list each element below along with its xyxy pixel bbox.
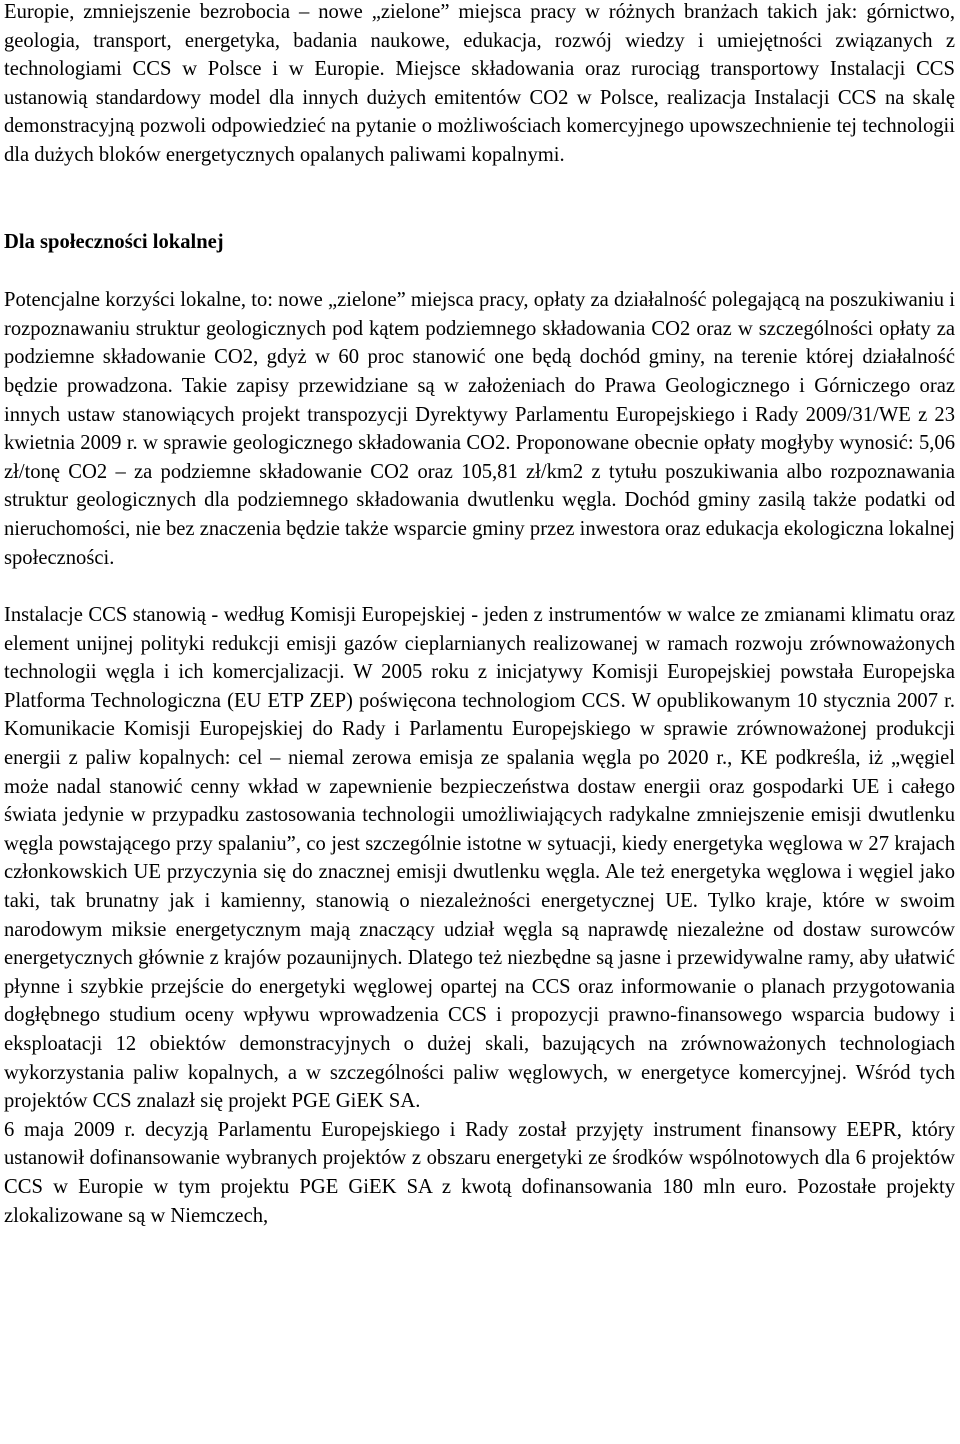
paragraph-intro: Europie, zmniejszenie bezrobocia – nowe „zielone” miejsca pracy w różnych branżach takich jak: górnictwo, geologia, transport, energetyka, badania naukowe, edukacja, rozwój wiedzy i umiejętności związanych z technologiami CCS w Polsce i w Europie. Miejsce składowania oraz rurociąg transportowy Instalacji CCS ustanowią standardowy model dla innych dużych emitentów CO2 w Polsce, realizacja Instalacji CCS na skalę demonstracyjną pozwoli odpowiedzieć na pytanie o możliwościach komercyjnego upowszechnienie tej technologii dla dużych bloków energetycznych opalanych paliwami kopalnymi. [4, 1, 955, 166]
section-heading: Dla społeczności lokalnej [4, 230, 224, 253]
paragraph-eepr-funding: 6 maja 2009 r. decyzją Parlamentu Europejskiego i Rady został przyjęty instrument finansowy EEPR, który ustanowił dofinansowanie wybranych projektów z obszaru energetyki ze środków wspólnotowych dla 6 projektów CCS w Europie w tym projektu PGE GiEK SA z kwotą dofinansowania 180 mln euro. Pozostałe projekty zlokalizowane są w Niemczech, [4, 1118, 955, 1227]
document-page [4, 0, 955, 1230]
paragraph-ccs-eu-policy: Instalacje CCS stanowią - według Komisji Europejskiej - jeden z instrumentów w walce ze zmianami klimatu oraz element unijnej polityki redukcji emisji gazów cieplarnianych realizowanej w ramach rozwoju zrównoważonych technologii węgla i ich komercjalizacji. W 2005 roku z inicjatywy Komisji Europejskiej powstała Europejska Platforma Technologiczna (EU ETP ZEP) poświęcona technologiom CCS. W opublikowanym 10 stycznia 2007 r. Komunikacie Komisji Europejskiej do Rady i Parlamentu Europejskiego w sprawie zrównoważonej produkcji energii z paliw kopalnych: cel – niemal zerowa emisja ze spalania węgla po 2020 r., KE podkreśla, iż „węgiel może nadal stanowić cenny wkład w zapewnienie bezpieczeństwa dostaw energii oraz gospodarki UE i całego świata jedynie w przypadku zastosowania technologii umożliwiających radykalne zmniejszenie emisji dwutlenku węgla powstającego przy spalaniu”, co jest szczególnie istotne w sytuacji, kiedy energetyka węglowa w 27 krajach członkowskich UE przyczynia się do znacznej emisji dwutlenku węgla. Ale też energetyka węglowa i węgiel jako taki, tak brunatny jak i kamienny, stanowią o niezależności energetycznej UE. Tylko kraje, które w swoim narodowym miksie energetycznym mają znaczący udział węgla są naprawdę niezależne od dostaw surowców energetycznych głównie z krajów pozaunijnych. Dlatego też niezbędne są jasne i przewidywalne ramy, aby ułatwić płynne i szybkie przejście do energetyki węglowej opartej na CCS oraz informowanie o planach przygotowania dogłębnego studium oceny wpływu wprowadzenia CCS i propozycji prawno-finansowego wsparcia budowy i eksploatacji 12 obiektów demonstracyjnych o dużej skali, bazujących na zrównoważonych technologiach wykorzystania paliw kopalnych, a w szczególności paliw węglowych, w energetyce komercyjnej. Wśród tych projektów CCS znalazł się projekt PGE GiEK SA. [4, 604, 955, 1113]
paragraph-local-benefits: Potencjalne korzyści lokalne, to: nowe „zielone” miejsca pracy, opłaty za działalność polegającą na poszukiwaniu i rozpoznawaniu struktur geologicznych pod kątem podziemnego składowania CO2 oraz w szczególności opłaty za podziemne składowanie CO2, gdyż w 60 proc stanowić one będą dochód gminy, na terenie której działalność będzie prowadzona. Takie zapisy przewidziane są w założeniach do Prawa Geologicznego i Górniczego oraz innych ustaw stanowiących projekt transpozycji Dyrektywy Parlamentu Europejskiego i Rady 2009/31/WE z 23 kwietnia 2009 r. w sprawie geologicznego składowania CO2. Proponowane obecnie opłaty mogłyby wynosić: 5,06 zł/tonę CO2 – za podziemne składowanie CO2 oraz 105,81 zł/km2 z tytułu poszukiwania albo rozpoznawania struktur geologicznych dla podziemnego składowania dwutlenku węgla. Dochód gminy zasilą także podatki od nieruchomości, nie bez znaczenia będzie także wsparcie gminy przez inwestora oraz edukacja ekologiczna lokalnej społeczności. [4, 289, 955, 569]
